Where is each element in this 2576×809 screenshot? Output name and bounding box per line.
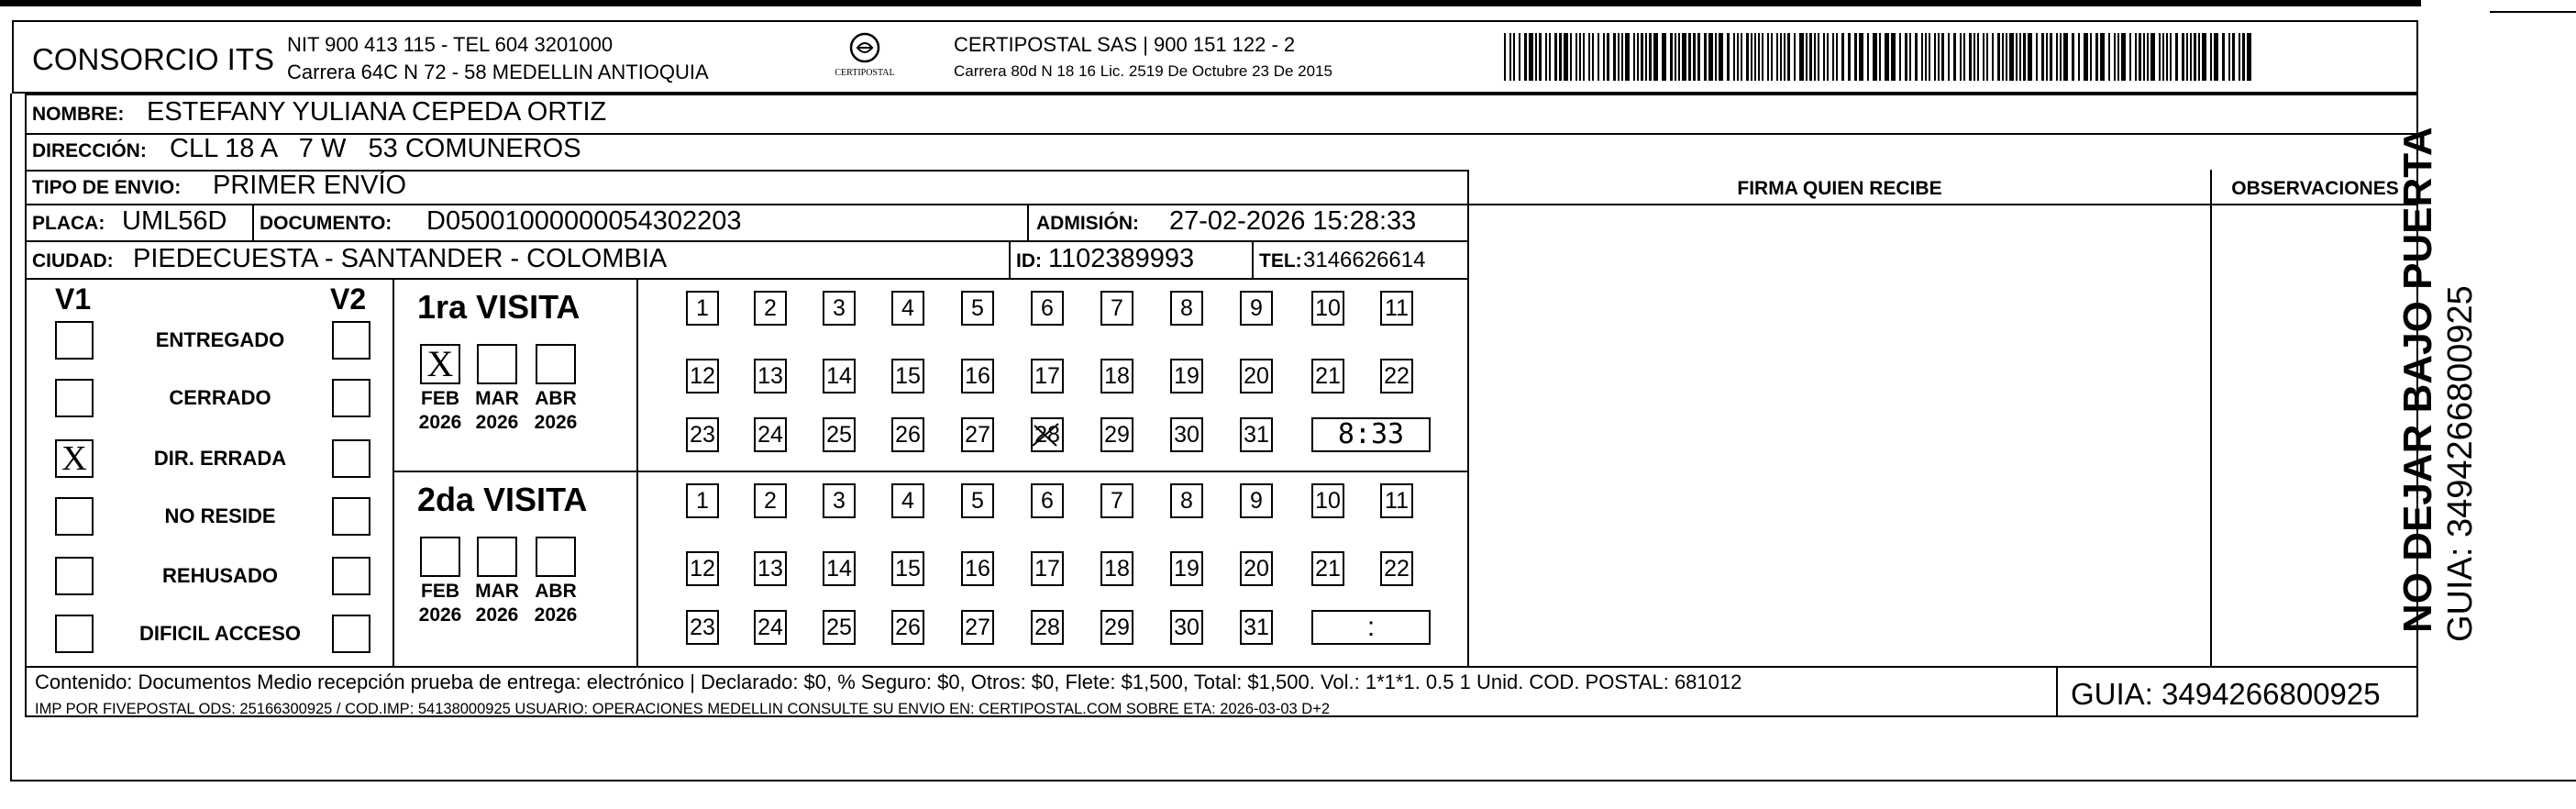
nombre-value: ESTEFANY YULIANA CEPEDA ORTIZ [147, 97, 607, 127]
month-label: MAR [475, 581, 519, 602]
month-label: ABR [535, 581, 577, 602]
tel-value: 3146626614 [1303, 248, 1426, 272]
day-box[interactable]: 18 [1100, 551, 1133, 586]
tel-label: TEL: [1259, 250, 1302, 272]
day-box[interactable]: 27 [961, 610, 994, 645]
day-box[interactable]: 3 [823, 291, 856, 326]
month-checkbox[interactable] [420, 344, 460, 384]
status-label: NO RESIDE [164, 504, 276, 527]
day-box[interactable]: 14 [823, 551, 856, 586]
day-box[interactable]: 31 [1240, 417, 1273, 452]
v2-label: V2 [330, 283, 367, 316]
footer-content-line: Contenido: Documentos Medio recepción prueba de entrega: electrónico | Declarado: $0, % Seguro: $0, Otros: $0, Flete: $1,500, Total: $1,500. Vol.: 1*1*1. 0.5 1 Unid. COD. POSTAL: 681012 [35, 670, 1742, 693]
year-label: 2026 [418, 412, 462, 433]
side-warning: NO DEJAR BAJO PUERTA [2395, 127, 2440, 633]
day-box[interactable]: 9 [1240, 291, 1273, 326]
day-box[interactable]: 19 [1170, 359, 1203, 393]
day-box[interactable]: 22 [1380, 359, 1413, 393]
day-box[interactable]: 1 [686, 483, 719, 518]
cell-divider [1252, 240, 1254, 278]
id-value: 1102389993 [1048, 244, 1195, 273]
day-box[interactable]: 6 [1031, 483, 1064, 518]
tipo-envio-label: TIPO DE ENVIO: [32, 177, 182, 198]
visits-separator [392, 471, 1469, 472]
side-guia: GUIA: 3494266800925 [2441, 285, 2480, 642]
cell-divider [1009, 240, 1011, 278]
observaciones-header: OBSERVACIONES [2231, 178, 2399, 199]
v1-checkbox[interactable] [55, 439, 94, 478]
day-box[interactable]: 20 [1240, 359, 1273, 393]
day-box[interactable]: 11 [1380, 483, 1413, 518]
row-line [25, 278, 1469, 280]
check-mark-icon: X [426, 343, 454, 384]
month-label: FEB [421, 388, 459, 409]
scan-top-edge-right [2490, 11, 2576, 13]
day-box[interactable]: 31 [1240, 610, 1273, 645]
day-box[interactable]: 17 [1031, 551, 1064, 586]
month-label: ABR [535, 388, 577, 409]
strike-mark-icon [1029, 418, 1064, 453]
day-box[interactable]: 18 [1100, 359, 1133, 393]
day-box[interactable]: 16 [961, 359, 994, 393]
logo-text: CERTIPOSTAL [835, 68, 895, 78]
header-box [12, 20, 2418, 94]
direccion-value: CLL 18 A 7 W 53 COMUNEROS [170, 134, 581, 163]
day-box[interactable]: 13 [754, 551, 787, 586]
day-box[interactable]: 25 [823, 417, 856, 452]
day-box[interactable]: 15 [891, 359, 924, 393]
status-label: ENTREGADO [155, 328, 285, 351]
documento-label: DOCUMENTO: [260, 213, 392, 234]
day-box[interactable]: 21 [1311, 551, 1344, 586]
status-label: DIR. ERRADA [153, 447, 287, 470]
day-box[interactable]: 29 [1100, 610, 1133, 645]
cell-divider [1027, 204, 1029, 240]
nombre-label: NOMBRE: [32, 104, 125, 125]
company-nit-tel: NIT 900 413 115 - TEL 604 3201000 [287, 33, 614, 56]
v2-checkbox[interactable] [332, 321, 370, 360]
day-box[interactable]: 17 [1031, 359, 1064, 393]
day-box[interactable]: 14 [823, 359, 856, 393]
day-box[interactable]: 4 [891, 483, 924, 518]
day-box[interactable]: 5 [961, 291, 994, 326]
status-label: DIFICIL ACCESO [138, 622, 301, 645]
day-box[interactable]: 30 [1170, 610, 1203, 645]
v2-checkbox[interactable] [332, 557, 370, 595]
month-label: FEB [421, 581, 459, 602]
day-box[interactable]: 2 [754, 291, 787, 326]
direccion-label: DIRECCIÓN: [32, 140, 147, 161]
company-name: CONSORCIO ITS [32, 42, 275, 76]
barcode [1504, 33, 2256, 81]
cell-divider [252, 204, 254, 240]
month-checkbox[interactable] [477, 537, 517, 577]
time-box[interactable]: 8:33 [1311, 417, 1431, 452]
v1-checkbox[interactable] [55, 557, 94, 595]
day-box[interactable]: 8 [1170, 291, 1203, 326]
scan-top-edge [0, 0, 2421, 6]
documento-value: D05001000000054302203 [426, 206, 742, 236]
day-box[interactable]: 28 [1031, 610, 1064, 645]
firma-header: FIRMA QUIEN RECIBE [1737, 178, 1942, 199]
year-label: 2026 [534, 604, 578, 626]
placa-value: UML56D [122, 206, 227, 236]
certipostal-logo-icon [832, 29, 898, 88]
day-box[interactable]: 19 [1170, 551, 1203, 586]
check-mark-icon: X [61, 439, 87, 478]
admision-label: ADMISIÓN: [1036, 213, 1139, 234]
day-box[interactable]: 3 [823, 483, 856, 518]
v1-label: V1 [55, 283, 92, 316]
day-box[interactable]: 1 [686, 291, 719, 326]
day-box[interactable]: 5 [961, 483, 994, 518]
admision-value: 27-02-2026 15:28:33 [1169, 206, 1417, 236]
day-box[interactable]: 12 [686, 359, 719, 393]
year-label: 2026 [475, 604, 519, 626]
month-checkbox[interactable] [536, 344, 576, 384]
v2-checkbox[interactable] [332, 615, 370, 653]
observaciones-column-divider [2210, 170, 2212, 666]
day-box[interactable]: 15 [891, 551, 924, 586]
day-box[interactable]: 27 [961, 417, 994, 452]
day-box[interactable]: 21 [1311, 359, 1344, 393]
placa-label: PLACA: [32, 213, 105, 234]
day-box[interactable]: 13 [754, 359, 787, 393]
v1-checkbox[interactable] [55, 379, 94, 417]
month-checkbox[interactable] [420, 537, 460, 577]
first-visit-title: 1ra VISITA [417, 288, 580, 326]
status-label: REHUSADO [162, 564, 278, 587]
day-box[interactable]: 26 [891, 417, 924, 452]
year-label: 2026 [534, 412, 578, 433]
row-line [25, 204, 2418, 205]
time-box[interactable]: : [1311, 610, 1431, 645]
month-checkbox[interactable] [536, 537, 576, 577]
v1-checkbox[interactable] [55, 497, 94, 536]
tipo-envio-value: PRIMER ENVÍO [213, 171, 407, 200]
ciudad-label: CIUDAD: [32, 250, 114, 272]
day-box[interactable]: 9 [1240, 483, 1273, 518]
outer-frame-left [10, 94, 12, 781]
carrier-name: CERTIPOSTAL SAS | 900 151 122 - 2 [954, 33, 1296, 56]
day-box[interactable]: 30 [1170, 417, 1203, 452]
day-box[interactable]: 26 [891, 610, 924, 645]
month-checkbox[interactable] [477, 344, 517, 384]
v2-checkbox[interactable] [332, 439, 370, 478]
day-box[interactable]: 23 [686, 610, 719, 645]
footer-print-line: IMP POR FIVEPOSTAL ODS: 25166300925 / COD.IMP: 54138000925 USUARIO: OPERACIONES MEDELLIN CONSULTE SU ENVIO EN: CERTIPOSTAL.COM SOBRE ETA: 2026-03-03 D+2 [35, 701, 1331, 717]
day-box[interactable]: 28 [1031, 417, 1064, 452]
carrier-address: Carrera 80d N 18 16 Lic. 2519 De Octubre 23 De 2015 [954, 62, 1332, 80]
second-visit-title: 2da VISITA [417, 481, 588, 518]
certipostal-logo [832, 29, 898, 88]
year-label: 2026 [475, 412, 519, 433]
v2-checkbox[interactable] [332, 497, 370, 536]
day-box[interactable]: 7 [1100, 291, 1133, 326]
outer-frame-bottom [10, 780, 2576, 781]
day-box[interactable]: 10 [1311, 483, 1344, 518]
day-box[interactable]: 25 [823, 610, 856, 645]
month-label: MAR [475, 388, 519, 409]
ciudad-value: PIEDECUESTA - SANTANDER - COLOMBIA [133, 244, 668, 273]
v2-checkbox[interactable] [332, 379, 370, 417]
status-label: CERRADO [169, 386, 271, 409]
firma-column-divider [1467, 170, 1469, 666]
day-box[interactable]: 8 [1170, 483, 1203, 518]
day-box[interactable]: 2 [754, 483, 787, 518]
v1-checkbox[interactable] [55, 321, 94, 360]
year-label: 2026 [418, 604, 462, 626]
v1-checkbox[interactable] [55, 615, 94, 653]
day-box[interactable]: 7 [1100, 483, 1133, 518]
day-box[interactable]: 23 [686, 417, 719, 452]
day-box[interactable]: 29 [1100, 417, 1133, 452]
day-box[interactable]: 16 [961, 551, 994, 586]
day-box[interactable]: 22 [1380, 551, 1413, 586]
day-box[interactable]: 11 [1380, 291, 1413, 326]
footer-guia: GUIA: 3494266800925 [2071, 677, 2381, 711]
day-box[interactable]: 24 [754, 417, 787, 452]
day-box[interactable]: 10 [1311, 291, 1344, 326]
day-box[interactable]: 24 [754, 610, 787, 645]
id-label: ID: [1016, 250, 1042, 272]
day-box[interactable]: 20 [1240, 551, 1273, 586]
company-address: Carrera 64C N 72 - 58 MEDELLIN ANTIOQUIA [287, 61, 709, 83]
day-box[interactable]: 12 [686, 551, 719, 586]
day-box[interactable]: 4 [891, 291, 924, 326]
day-box[interactable]: 6 [1031, 291, 1064, 326]
